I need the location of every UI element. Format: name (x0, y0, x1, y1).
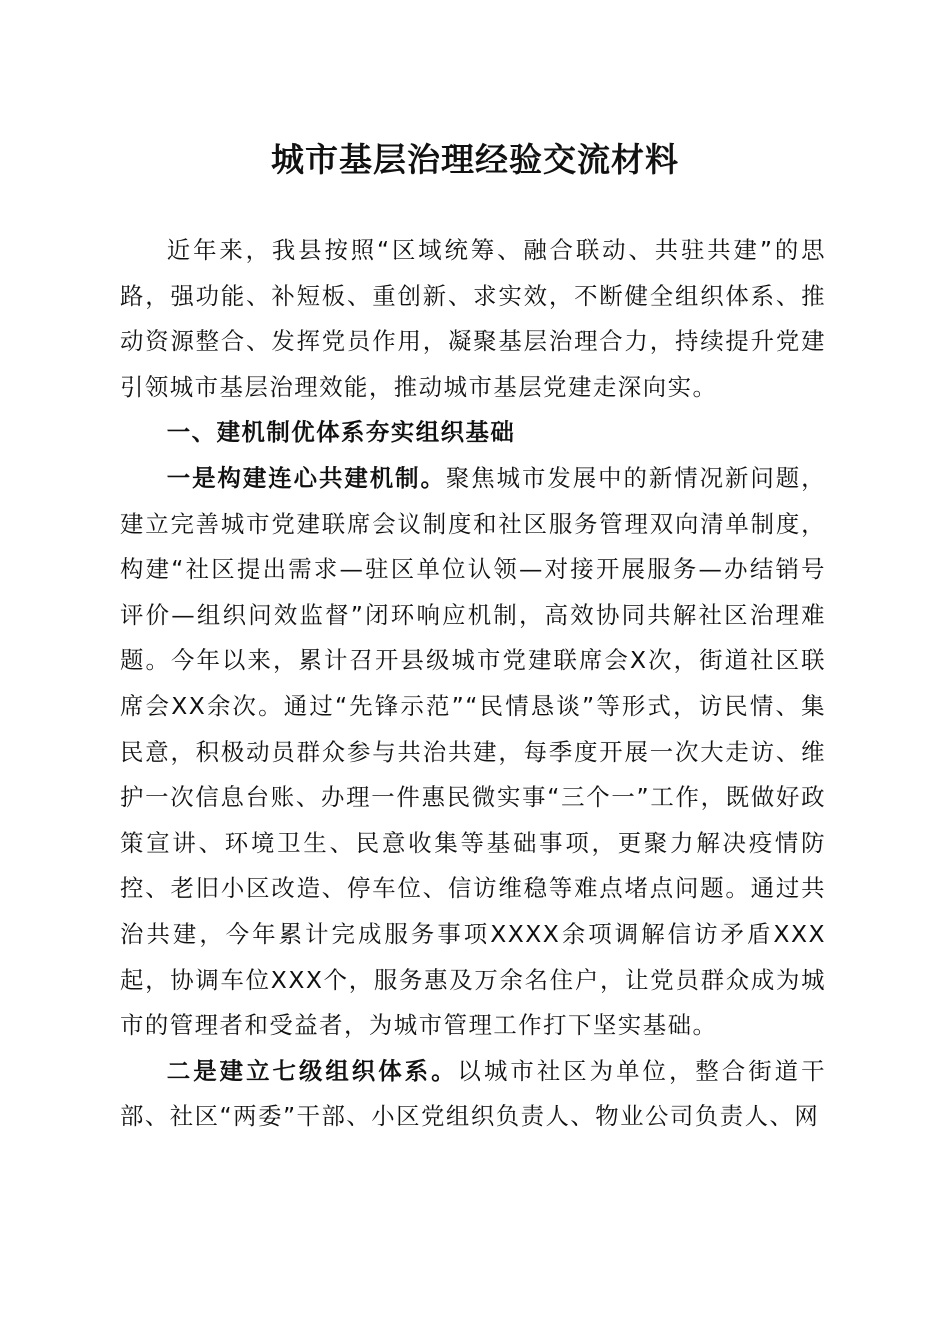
paragraph-item-2 (120, 1049, 826, 1140)
item-1-text: 聚焦城市发展中的新情况新问题，建立完善城市党建联席会议制度和社区服务管理双向清单制度，构建“社区提出需求—驻区单位认领—对接开展服务—办结销号评价—组织问效监督”闭环响应机制，高效协同共解社区治理难题。今年以来，累计召开县级城市党建联席会X次，街道社区联席会XX余次。通过“先锋示范”“民情恳谈”等形式，访民情、集民意，积极动员群众参与共治共建，每季度开展一次大走访、维护一次信息台账、办理一件惠民微实事“三个一”工作，既做好政策宣讲、环境卫生、民意收集等基础事项，更聚力解决疫情防控、老旧小区改造、停车位、信访维稳等难点堵点问题。通过共治共建，今年累计完成服务事项XXXX余项调解信访矛盾XXX起，协调车位XXX个，服务惠及万余名住户，让党员群众成为城市的管理者和受益者，为城市管理工作打下坚实基础。 (120, 463, 827, 1040)
section-heading-1: 一、建机制优体系夯实组织基础 (166, 418, 516, 447)
paragraph-item-1 (120, 456, 826, 1049)
item-1-lead: 一是构建连心共建机制。 (166, 463, 446, 492)
intro-paragraph: 近年来，我县按照“区域统筹、融合联动、共驻共建”的思路，强功能、补短板、重创新、求实效，不断健全组织体系、推动资源整合、发挥党员作用，凝聚基层治理合力，持续提升党建引领城市基层治理效能，推动城市基层党建走深向实。 (120, 236, 826, 401)
item-2-text: 以城市社区为单位，整合街道干部、社区“两委”干部、小区党组织负责人、物业公司负责人、网 (120, 1056, 827, 1131)
document-body (120, 228, 826, 1140)
item-2-lead: 二是建立七级组织体系。 (166, 1056, 458, 1085)
document-title: 城市基层治理经验交流材料 (271, 140, 679, 179)
